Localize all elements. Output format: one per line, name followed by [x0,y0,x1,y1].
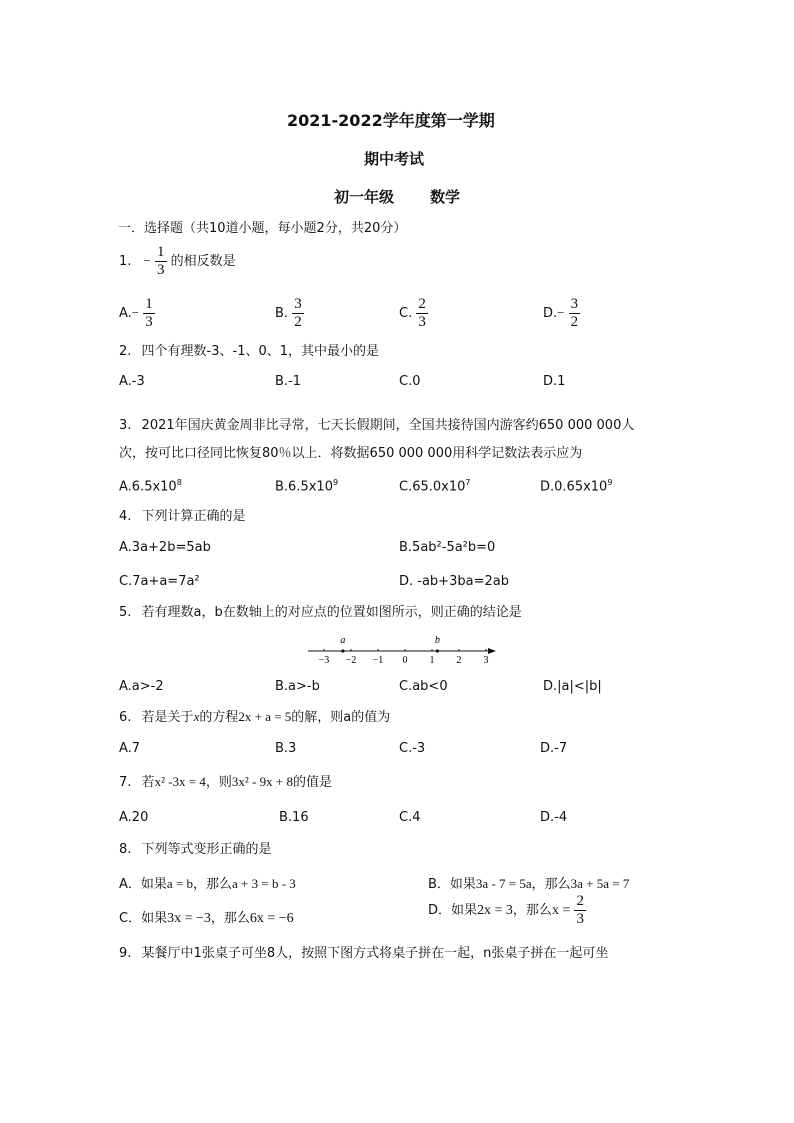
option-text: ，那么 [210,911,250,926]
number-line-figure [300,632,510,668]
question-text: 下列等式变形正确的是 [141,842,272,857]
question-text: 的解，则a的值为 [291,710,391,725]
axis-tick-label: −1 [372,655,384,666]
equation: a = b [166,876,194,891]
grade-label: 初一年级 [334,188,395,206]
question-3-line-1 [119,414,634,433]
option-base: B.6.5x10 [275,479,333,495]
variable: x [193,709,200,724]
numerator: 2 [576,893,584,909]
q8-option-c [119,907,294,927]
q4-option-a: A.3a+2b=5ab [119,540,211,555]
question-text: 某餐厅中1张桌子可坐8人，按照下图方式将桌子拼在一起，n张桌子拼在一起可坐 [141,946,609,961]
q2-option-b: B.-1 [275,374,302,389]
exam-name: 期中考试 [364,150,425,168]
fraction [416,296,428,331]
question-text: ，则 [205,775,232,790]
q5-option-d: D.|a|<|b| [543,679,602,694]
option-label: A．如果 [119,877,167,892]
option-label: D．如果 [428,903,478,918]
question-number: 9. [119,946,132,961]
equation: x = [551,903,571,918]
question-number: 1. [119,254,132,269]
option-label: C．如果 [119,911,168,926]
question-number: 5. [119,605,132,620]
axis-tick-label: −3 [318,655,330,666]
option-label: D. [543,306,558,321]
question-number: 4. [119,509,132,524]
minus-sign: − [131,305,140,320]
q1-option-d [543,296,580,331]
q1-option-b [275,296,304,331]
point-a-label: a [340,635,346,646]
option-exponent: 9 [332,478,339,487]
option-exponent: 7 [465,478,471,487]
numerator: 1 [157,244,165,260]
option-text: ，那么 [531,877,571,892]
question-text: 2021年国庆黄金周非比寻常，七天长假期间，全国共接待国内游客约650 000 000人 [141,418,635,433]
option-text: ，那么 [512,903,552,918]
q2-option-d: D.1 [543,374,566,389]
q6-option-b: B.3 [275,741,297,756]
q5-option-c: C.ab<0 [399,679,448,694]
axis-tick-label: 2 [456,655,462,666]
option-base: A.6.5x10 [119,479,177,495]
question-5 [119,601,522,620]
q3-option-b [275,478,338,494]
q7-option-d: D.-4 [540,810,568,825]
question-number: 3. [119,418,132,433]
question-text: 的值是 [292,775,332,790]
fraction [574,893,586,928]
fraction [155,244,167,279]
arrow-head-icon [488,648,496,654]
equation: 3x = −3 [167,911,211,926]
equation: x² -3x = 4 [154,774,206,789]
q8-option-b [428,873,629,892]
q1-option-a [119,296,155,331]
question-2 [119,340,379,359]
q5-option-a: A.a>-2 [119,679,164,694]
question-number: 7. [119,775,132,790]
question-number: 6. [119,710,132,725]
question-text: 下列计算正确的是 [141,509,246,524]
question-9 [119,942,608,961]
equation: 6x = −6 [249,911,294,926]
question-text: 若是关于 [141,710,194,725]
question-4 [119,505,246,524]
numerator: 3 [570,296,579,312]
q4-option-d: D. -ab+3ba=2ab [399,574,509,589]
expression: 3x² - 9x + 8 [231,774,293,789]
q5-option-b: B.a>-b [275,679,320,694]
axis-tick-label: −2 [345,655,357,666]
equation: 3a - 7 = 5a [475,876,532,891]
denominator: 2 [294,314,302,330]
page-title: 2021-2022学年度第一学期 [287,111,495,130]
option-label: A. [119,306,132,321]
numerator: 3 [294,296,302,312]
denominator: 3 [576,911,584,927]
fraction [143,296,155,331]
option-label: B. [275,306,289,321]
q2-option-c: C.0 [399,374,421,389]
question-8 [119,838,272,857]
equation: 2x + a = 5 [238,709,292,724]
question-1 [119,244,236,279]
q6-option-c: C.-3 [399,741,426,756]
q6-option-d: D.-7 [540,741,568,756]
q1-option-c [399,296,428,331]
option-exponent: 8 [176,478,182,487]
fraction [569,296,581,331]
option-label: B．如果 [428,877,476,892]
section-heading: 一．选择题（共10道小题，每小题2分，共20分） [118,221,407,236]
question-7 [119,771,332,790]
denominator: 3 [157,262,165,278]
subject-label: 数学 [430,188,461,206]
point-b-label: b [434,635,440,646]
denominator: 3 [418,314,426,330]
q7-option-a: A.20 [119,810,149,825]
question-text: 四个有理数-3、-1、0、1，其中最小的是 [141,344,380,359]
question-number: 8. [119,842,132,857]
question-text: 若 [141,775,155,790]
point-b-dot [436,649,439,652]
question-3-line-2: 次，按可比口径同比恢复80％以上．将数据650 000 000用科学记数法表示应为 [119,446,583,461]
q3-option-c [399,478,470,494]
equation: a + 3 = b - 3 [232,876,296,891]
minus-sign: − [143,253,151,268]
equation: 3a + 5a = 7 [570,876,630,891]
option-text: ，那么 [193,877,233,892]
denominator: 3 [145,314,153,330]
option-base: D.0.65x10 [540,479,608,495]
denominator: 2 [570,314,579,330]
numerator: 1 [145,296,153,312]
option-label: C. [399,306,413,321]
axis-tick-label: 1 [429,655,435,666]
q7-option-c: C.4 [399,810,421,825]
point-a-dot [341,649,344,652]
q7-option-b: B.16 [279,810,309,825]
q4-option-c: C.7a+a=7a² [119,574,200,589]
fraction [292,296,304,331]
minus-sign: − [557,305,565,320]
option-base: C.65.0x10 [399,479,466,495]
q2-option-a: A.-3 [119,374,145,389]
numerator: 2 [418,296,426,312]
axis-tick-label: 0 [402,655,408,666]
q3-option-a [119,478,182,494]
q3-option-d [540,478,612,494]
equation: 2x = 3 [477,903,513,918]
question-text: 若有理数a，b在数轴上的对应点的位置如图所示，则正确的结论是 [141,605,522,620]
q4-option-b: B.5ab²-5a²b=0 [399,540,496,555]
q6-option-a: A.7 [119,741,141,756]
question-text: 的方程 [199,710,239,725]
question-number: 2. [119,344,132,359]
axis-tick-label: 3 [483,655,489,666]
question-6 [119,706,390,725]
q8-option-d [428,893,586,928]
question-text: 的相反数是 [170,254,236,269]
q8-option-a [119,873,296,892]
option-exponent: 9 [607,478,613,487]
